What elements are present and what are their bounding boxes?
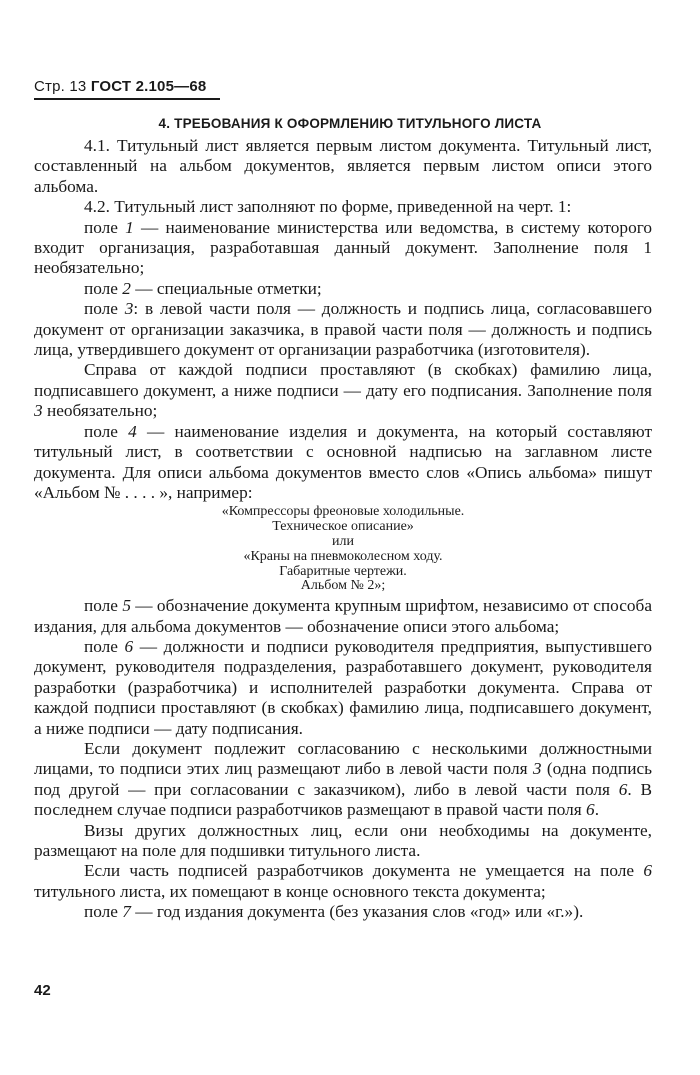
field-number: 4 (128, 421, 137, 441)
example-line: Альбом № 2»; (300, 578, 386, 594)
paragraph (34, 861, 652, 902)
field-number: 6 (124, 636, 134, 656)
text-run: — наименование министерства или ведомства, в систему которого входит организация, разработавшая данный документ. Заполнение поля 1 необязательно; (34, 217, 653, 278)
field-number: 6 (618, 779, 628, 799)
field-number: 3 (532, 759, 542, 779)
text-run: — специальные отметки; (130, 278, 322, 298)
paragraph (34, 902, 652, 922)
header-rule (34, 98, 220, 100)
text-run: Справа от каждой подписи проставляют (в скобках) фамилию лица, подписавшего документ, а ниже подписи — дату его подписания. Заполнение поля (34, 360, 652, 400)
field-number: 3 (34, 401, 43, 421)
text-run: . (594, 800, 600, 820)
paragraph (34, 279, 652, 299)
example-block (34, 505, 652, 594)
paragraph (34, 637, 652, 739)
paragraph (34, 218, 652, 279)
paragraph (34, 596, 652, 637)
field-number: 7 (122, 902, 131, 922)
example-line: «Краны на пневмоколесном ходу. (243, 548, 443, 564)
example-line: Габаритные чертежи. (279, 563, 407, 579)
field-number: 6 (586, 800, 595, 820)
paragraph (34, 739, 652, 821)
text-run: Если документ подлежит согласованию с несколькими должностными лицами, то подписи этих лиц размещают либо в левой части поля (34, 738, 652, 779)
text-run: поле (84, 596, 123, 616)
paragraph: 4.2. Титульный лист заполняют по форме, приведенной на черт. 1: (84, 197, 572, 217)
text-run: поле (84, 421, 129, 441)
text-run: необязательно; (42, 401, 158, 421)
text-run: титульного листа, их помещают в конце основного текста документа; (34, 881, 546, 901)
text-run: — год издания документа (без указания слов «год» или «г.»). (130, 902, 584, 922)
page-label: Стр. 13 (34, 78, 87, 95)
paragraph (34, 422, 652, 504)
standard-code: ГОСТ 2.105—68 (90, 78, 207, 95)
field-number: 5 (122, 596, 131, 616)
text-run: (одна подпись под другой — при согласовании с заказчиком), либо в левой части поля (34, 759, 653, 799)
text-run: поле (84, 299, 125, 319)
section-title: 4. ТРЕБОВАНИЯ К ОФОРМЛЕНИЮ ТИТУЛЬНОГО ЛИСТА (158, 116, 542, 131)
text-run: поле (84, 636, 125, 656)
text-run: поле (84, 902, 123, 922)
text-run: — обозначение документа крупным шрифтом, независимо от способа издания, для альбома документов — обозначение описи этого альбома; (34, 596, 652, 636)
field-number: 6 (643, 861, 652, 881)
page-number: 42 (34, 982, 51, 999)
text-run: поле (84, 217, 126, 237)
paragraph: Визы других должностных лиц, если они необходимы на документе, размещают на поле для подшивки титульного листа. (34, 820, 652, 860)
example-line: Техническое описание» (272, 519, 414, 535)
text-run: поле (84, 278, 123, 298)
text-run: — должности и подписи руководителя предприятия, выпустившего документ, руководителя подразделения, разработавшего документ, руководителя разработки (разработчика) и исполнителей разработки документа. Справа от каждой подписи проставляют (в скобках) фамилию лица, подписавшего документ, а ниже подписи — дату подписания. (34, 636, 652, 738)
paragraph (34, 360, 652, 421)
paragraph (34, 299, 652, 360)
text-run: Если часть подписей разработчиков документа не умещается на поле (84, 861, 644, 881)
example-line: «Компрессоры фреоновые холодильные. (221, 504, 465, 520)
page-header (34, 78, 206, 95)
field-number: 1 (125, 217, 134, 237)
body-text (34, 136, 652, 923)
field-number: 2 (122, 278, 131, 298)
text-run: — наименование изделия и документа, на который составляют титульный лист, в соответствии с основной надписью на заглавном листе документа. Для описи альбома документов вместо слов «Опись альбома» пишут «Альбом № . . . . », например: (34, 421, 652, 502)
paragraph: 4.1. Титульный лист является первым листом документа. Титульный лист, составленный на альбом документов, является первым листом описи этого альбома. (34, 136, 652, 196)
example-line: или (332, 533, 354, 549)
text-run: : в левой части поля — должность и подпись лица, согласовавшего документ от организации заказчика, в правой части поля — должность и подпись лица, утвердившего документ от организации разработчика (изготовителя). (34, 299, 652, 360)
field-number: 3 (124, 299, 134, 319)
text-run: . В последнем случае подписи разработчиков размещают в правой части поля (34, 779, 652, 820)
